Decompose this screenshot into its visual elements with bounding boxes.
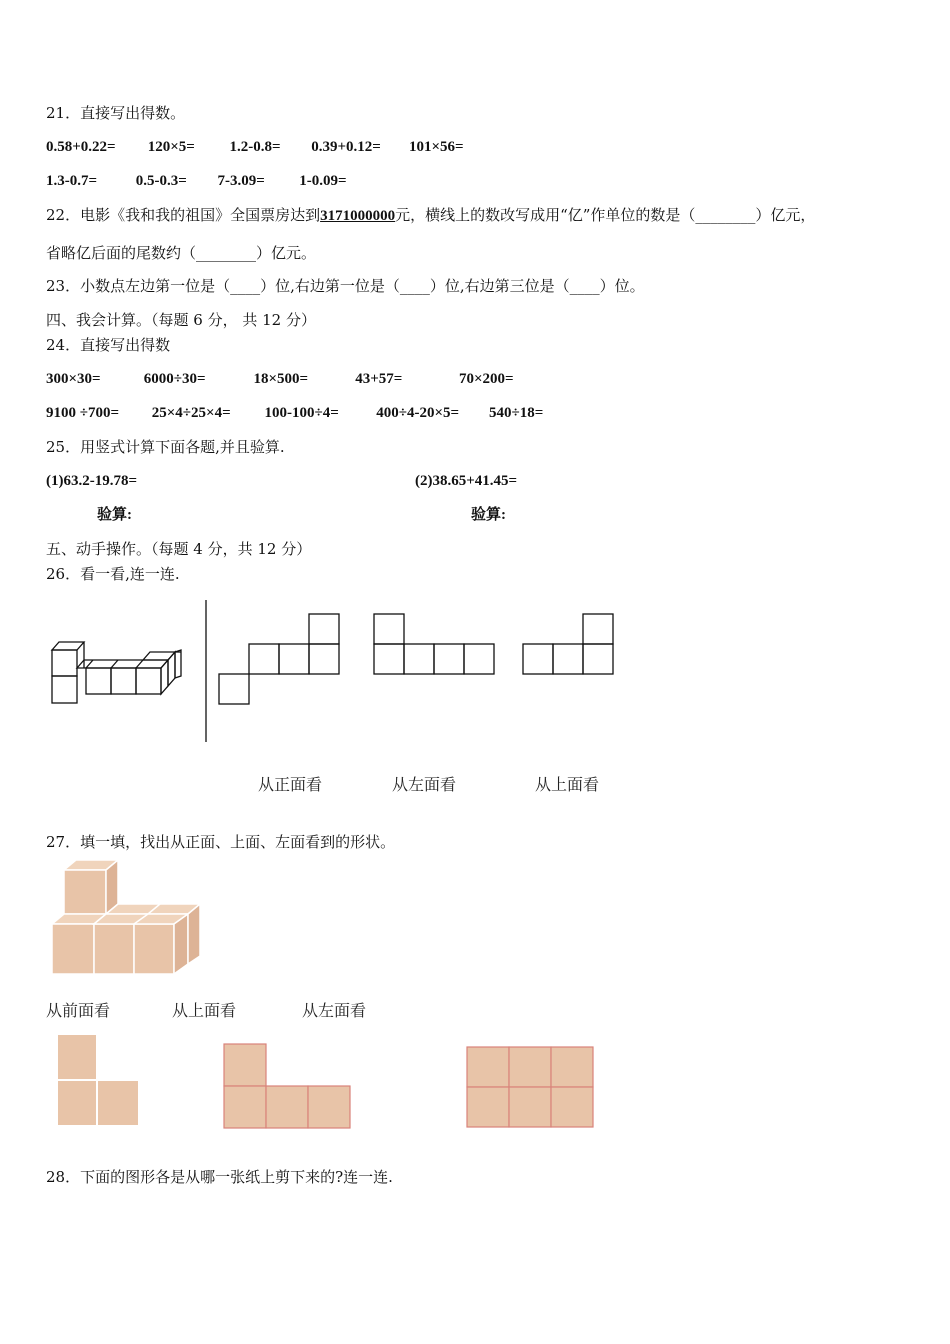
expr: 9100 ÷700= (46, 405, 120, 421)
q26-view-shape-3 (523, 614, 613, 674)
q25-check-1: 验算: (97, 507, 132, 523)
expr: 1-0.09= (299, 173, 347, 189)
q27-view-shape-3 (467, 1047, 593, 1127)
expr: 120×5= (147, 139, 195, 155)
q27-view-shape-1 (57, 1034, 139, 1126)
expr: 1.3-0.7= (46, 173, 98, 189)
q21-title: 21．直接写出得数。 (46, 104, 186, 122)
q21-row1 (46, 137, 464, 157)
expr: 0.5-0.3= (135, 173, 187, 189)
q24-row2 (46, 403, 543, 423)
q25-check-2: 验算: (471, 507, 506, 523)
q27-cube-solid (40, 860, 260, 990)
q24-row1 (46, 369, 514, 389)
expr: 7-3.09= (217, 173, 265, 189)
q26-title: 26．看一看,连一连. (46, 565, 180, 583)
expr: 540÷18= (489, 405, 544, 421)
expr: 25×4÷25×4= (151, 405, 231, 421)
q27-label-front: 从前面看 (46, 1001, 111, 1020)
expr: 1.2-0.8= (229, 139, 281, 155)
q21-row2 (46, 171, 347, 191)
expr: 100-100÷4= (264, 405, 339, 421)
q24-title: 24．直接写出得数 (46, 336, 171, 354)
expr: 300×30= (46, 371, 101, 387)
q26-label-top: 从上面看 (535, 775, 600, 794)
expr: 70×200= (459, 371, 514, 387)
q25-problem-2: (2)38.65+41.45= (415, 473, 518, 489)
q26-figures (0, 590, 950, 790)
q26-view-shape-2 (374, 614, 494, 674)
q27-title: 27．填一填，找出从正面、上面、左面看到的形状。 (46, 833, 396, 851)
section-5-title: 五、动手操作。（每题 4 分，共 12 分） (46, 540, 312, 558)
expr: 0.58+0.22= (46, 139, 116, 155)
q22-line1 (46, 205, 815, 226)
q22-part1: 22．电影《我和我的祖国》全国票房达到 (46, 206, 321, 224)
expr: 0.39+0.12= (311, 139, 381, 155)
section-4-title: 四、我会计算。（每题 6 分， 共 12 分） (46, 311, 316, 329)
q28-title: 28．下面的图形各是从哪一张纸上剪下来的?连一连. (46, 1168, 393, 1186)
expr: 43+57= (355, 371, 403, 387)
expr: 18×500= (253, 371, 309, 387)
q26-label-left: 从左面看 (392, 775, 457, 794)
expr: 400÷4-20×5= (376, 405, 460, 421)
q27-views (0, 1030, 950, 1140)
q22-line2: 省略亿后面的尾数约（________）亿元。 (46, 244, 317, 262)
q25-problem-1: (1)63.2-19.78= (46, 473, 138, 489)
q22-number: 3171000000 (320, 208, 396, 224)
q23-text: 23．小数点左边第一位是（____）位,右边第一位是（____）位,右边第三位是（____）位。 (46, 277, 645, 295)
q27-label-left: 从左面看 (302, 1001, 367, 1020)
q26-cube-solid (52, 642, 181, 703)
q26-view-shape-1 (219, 614, 339, 704)
q27-label-top: 从上面看 (172, 1001, 237, 1020)
q25-title: 25．用竖式计算下面各题,并且验算. (46, 438, 285, 456)
expr: 101×56= (409, 139, 464, 155)
q22-part2: 元，横线上的数改写成用“亿”作单位的数是（________）亿元， (395, 206, 816, 224)
q27-view-shape-2 (224, 1044, 350, 1128)
expr: 6000÷30= (143, 371, 206, 387)
q26-label-front: 从正面看 (258, 775, 323, 794)
